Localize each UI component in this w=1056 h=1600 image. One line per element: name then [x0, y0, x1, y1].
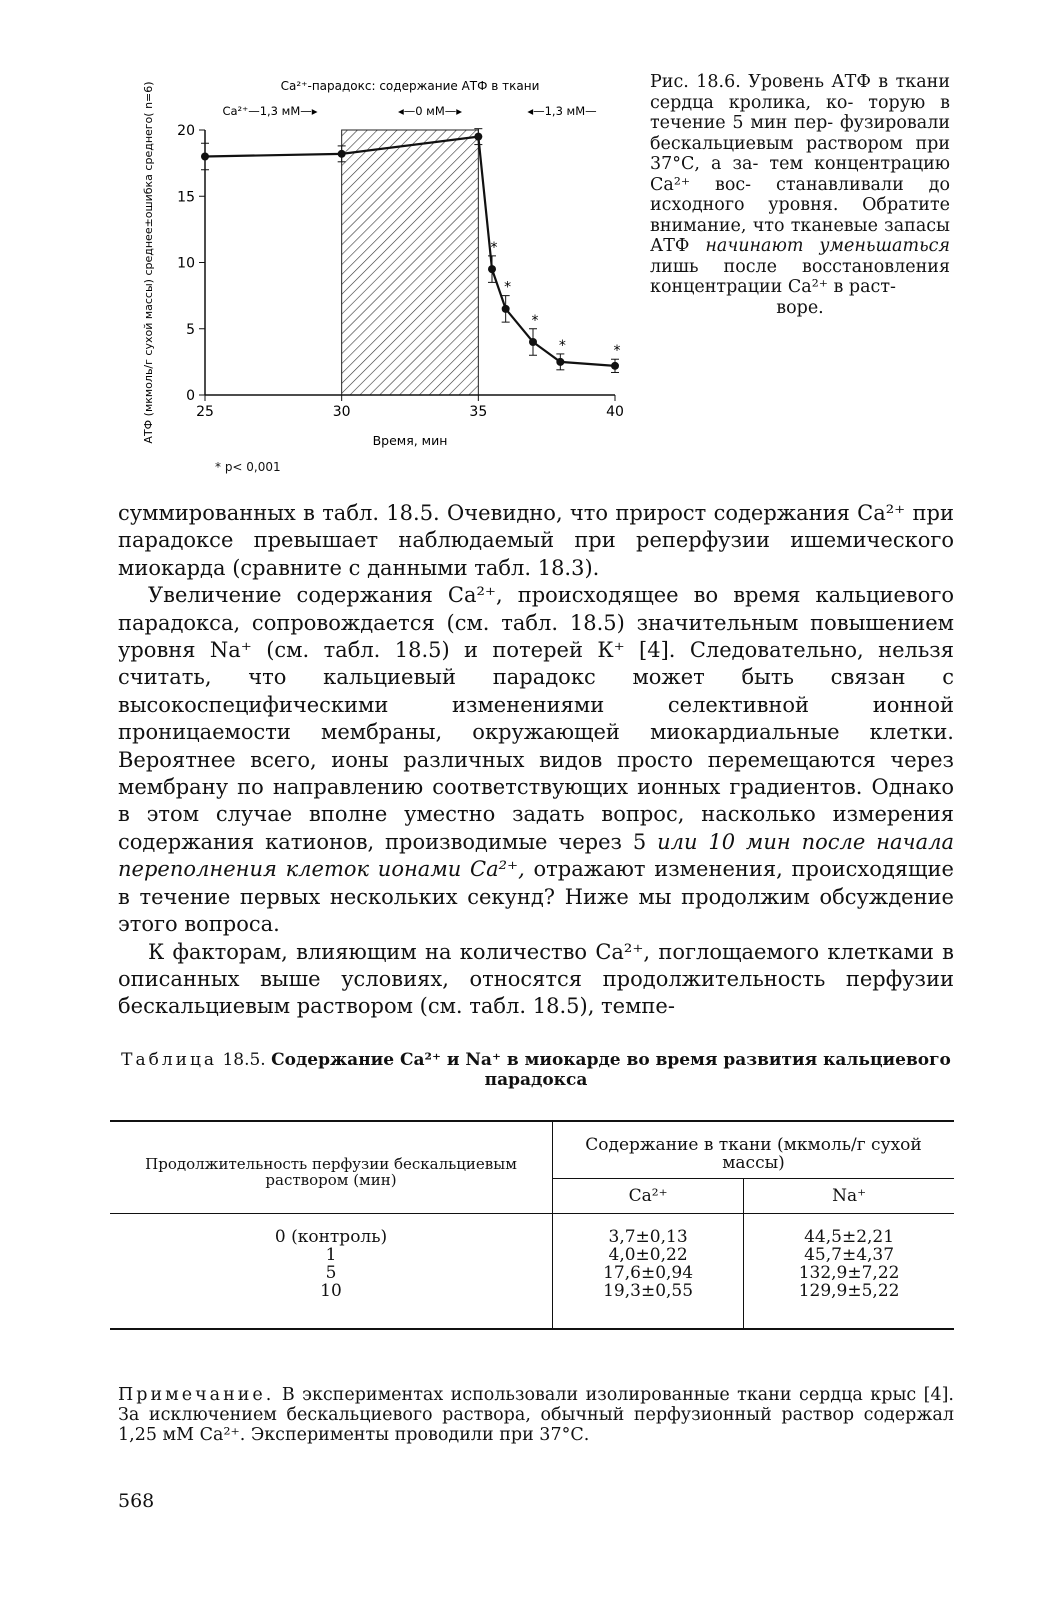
x-axis-label: Время, мин — [372, 433, 448, 448]
cell-ca: 19,3±0,55 — [553, 1282, 744, 1329]
data-point — [502, 305, 510, 313]
atp-chart — [130, 70, 640, 470]
table-label: Таблица — [121, 1050, 218, 1070]
table-18-5 — [110, 1120, 954, 1330]
y-tick-label: 5 — [186, 321, 195, 338]
paragraph-part: отражают изменения, происходящие в течение первых нескольких секунд? Ниже мы продолжим обсуждение этого вопроса. — [118, 857, 954, 937]
table-row — [110, 1264, 954, 1282]
chart-footnote: * p< 0,001 — [215, 460, 281, 474]
cell-duration: 10 — [110, 1282, 553, 1329]
phase-label: Са²⁺—1,3 мМ—▸ — [222, 104, 318, 118]
data-point — [529, 338, 537, 346]
data-point — [611, 362, 619, 370]
x-tick-label: 40 — [606, 404, 624, 420]
cell-na: 45,7±4,37 — [804, 1245, 895, 1265]
cell-duration: 5 — [110, 1264, 553, 1282]
caption-line: лишь после восстановления — [650, 256, 950, 277]
phase-label: ◂—0 мМ—▸ — [397, 104, 463, 118]
body-text — [118, 500, 954, 1021]
significance-marker: * — [531, 312, 539, 329]
paragraph: суммированных в табл. 18.5. Очевидно, что прирост содержания Са²⁺ при парадоксе превышает наблюдаемый при реперфузии ишемического миокарда (сравните с данными табл. 18.3). — [118, 501, 954, 580]
data-point — [474, 133, 482, 141]
table-number: 18.5. — [222, 1050, 266, 1070]
caption-line: фузировали бескальциевым — [650, 113, 950, 154]
y-tick-label: 10 — [177, 255, 195, 272]
cell-ca: 3,7±0,13 — [553, 1214, 744, 1247]
y-tick-label: 15 — [177, 189, 195, 206]
caption-line: тем концентрацию Са²⁺ вос- — [650, 154, 950, 195]
figure-caption — [650, 72, 950, 318]
y-tick-label: 0 — [186, 388, 195, 404]
significance-marker: * — [613, 343, 621, 360]
chart-title: Са²⁺-парадокс: содержание АТФ в ткани — [280, 79, 540, 93]
page-number: 568 — [118, 1490, 155, 1512]
header-content: Содержание в ткани (мкмоль/г сухой массы) — [553, 1121, 955, 1179]
header-na: Na⁺ — [744, 1179, 954, 1214]
x-tick-label: 30 — [332, 404, 351, 420]
cell-ca: 17,6±0,94 — [553, 1264, 744, 1282]
table-note — [118, 1385, 954, 1445]
table-title-text: Содержание Са²⁺ и Na⁺ в миокарде во время развития кальциевого парадокса — [271, 1050, 951, 1090]
cell-duration: 1 — [110, 1246, 553, 1264]
shaded-region — [342, 130, 479, 395]
significance-marker: * — [558, 337, 566, 354]
data-point — [201, 153, 209, 161]
x-tick-label: 25 — [196, 404, 214, 420]
cell-na: 129,9±5,22 — [744, 1282, 954, 1329]
caption-line: раствором при 37°С, а за- — [650, 133, 950, 174]
table-row — [110, 1214, 954, 1247]
table-row — [110, 1282, 954, 1329]
cell-duration: 0 (контроль) — [110, 1214, 553, 1247]
caption-line: Рис. 18.6. Уровень АТФ в — [650, 72, 889, 92]
cell-na: 44,5±2,21 — [744, 1214, 954, 1247]
note-text: В экспериментах использовали изолированные ткани сердца крыс [4]. За исключением бескальциевого раствора, обычный перфузионный раствор содержал 1,25 мМ Са²⁺. Эксперименты проводили при 37°С. — [118, 1385, 954, 1445]
cell-na: 132,9±7,22 — [798, 1263, 900, 1283]
caption-line: концентрации Са²⁺ в раст- — [650, 277, 896, 297]
caption-line: торую в течение 5 мин пер- — [650, 92, 950, 133]
caption-line: что тканевые запасы АТФ — [650, 215, 950, 256]
caption-line: воре. — [776, 297, 824, 318]
table-row — [110, 1246, 954, 1264]
data-point — [556, 358, 564, 366]
significance-marker: * — [504, 279, 512, 296]
y-tick-label: 20 — [177, 123, 195, 139]
paragraph-part: Увеличение содержания Са²⁺, происходящее во время кальциевого парадокса, сопровождается (см. табл. 18.5) значительным повышением уровня Na⁺ (см. табл. 18.5) и потерей К⁺ [4]. Следовательно, нельзя считать, что кальциевый парадокс может быть связан с высокоспецифическими изменениями селективной ионной проницаемости мембраны, окружающей миокардиальные клетки. Вероятнее всего, ионы различных видов просто перемещаются через мембрану по направлению соответствующих ионных градиентов. Однако в этом случае вполне уместно задать вопрос, насколько измерения содержания катионов, производимые через 5 — [118, 583, 954, 854]
header-duration: Продолжительность перфузии бескальциевым раствором (мин) — [110, 1121, 553, 1214]
data-point — [488, 265, 496, 273]
caption-line: станавливали до исходного — [650, 174, 950, 215]
figure-18-6 — [130, 70, 640, 490]
italic-phrase: или 10 мин после начала переполнения клеток ионами Са²⁺, — [118, 829, 954, 882]
header-ca: Са²⁺ — [553, 1179, 744, 1214]
x-tick-label: 35 — [469, 404, 488, 420]
cell-ca: 4,0±0,22 — [553, 1246, 744, 1264]
paragraph: К факторам, влияющим на количество Са²⁺, поглощаемого клетками в описанных выше условиях, относятся продолжительность перфузии бескальциевым раствором (см. табл. 18.5), темпе- — [118, 939, 954, 1019]
note-label: Примечание. — [118, 1385, 275, 1405]
table-title — [118, 1050, 954, 1090]
caption-line: ткани сердца кролика, ко- — [650, 72, 950, 113]
caption-line: начинают уменьшаться — [705, 236, 950, 256]
data-point — [338, 150, 346, 158]
y-axis-label: АТФ (мкмоль/г сухой массы) среднее±ошибка среднего( n=6) — [142, 81, 155, 444]
paragraph — [118, 582, 954, 938]
phase-label: ◂—1,3 мМ— — [527, 104, 597, 118]
significance-marker: * — [490, 239, 498, 256]
caption-line: уровня. Обратите внимание, — [650, 195, 950, 236]
